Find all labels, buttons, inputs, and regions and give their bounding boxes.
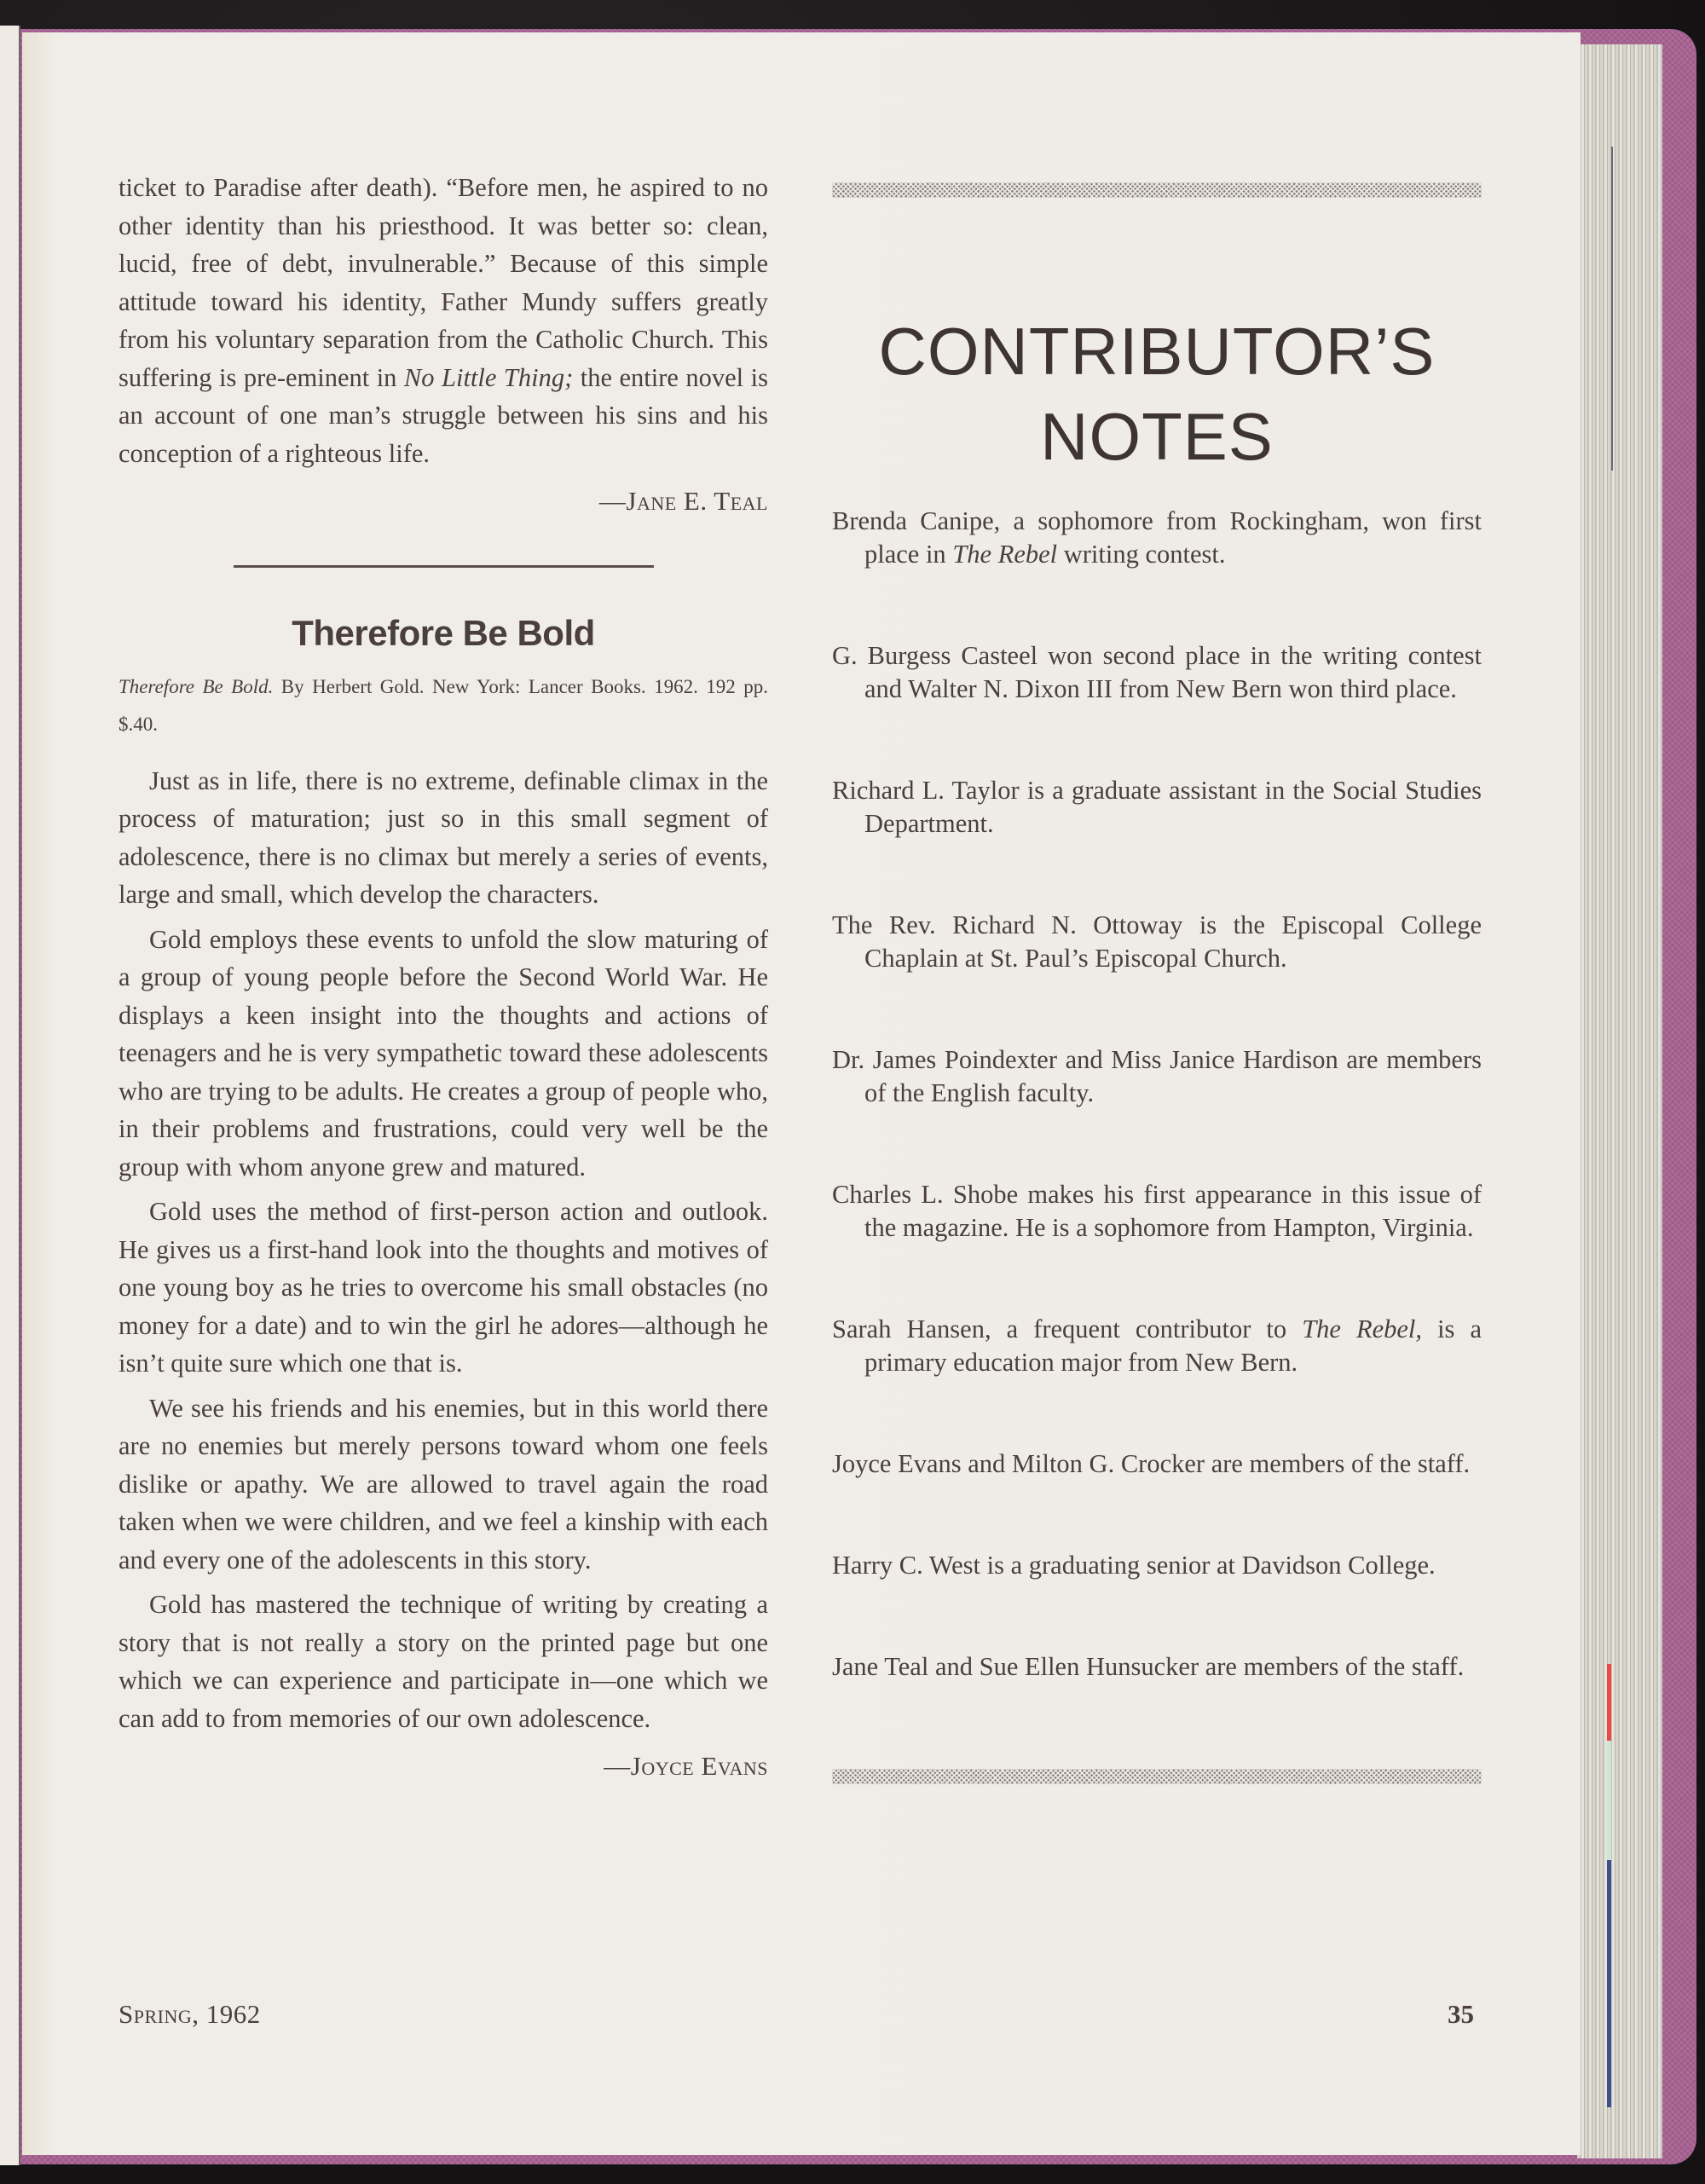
review-paragraph: Just as in life, there is no extreme, definable climax in the process of maturation; just so in this small segment of adolescence, there is no climax but merely a series of events, large and small, which develop the characters.	[118, 766, 768, 909]
contributor-note: Brenda Canipe, a sophomore from Rockingham, won first place in The Rebel writing contest.	[832, 506, 1482, 569]
section-divider	[234, 565, 654, 568]
contributor-note: Richard L. Taylor is a graduate assistant in the Social Studies Department.	[832, 776, 1482, 838]
review-paragraph: Gold has mastered the technique of writing by creating a story that is not really a story on the printed page but one which we can experience and participate in—one which we can add to from memories of our own adolescence.	[118, 1590, 768, 1733]
issue-footer: Spring, 1962	[118, 1999, 261, 2029]
review-body	[118, 762, 768, 1738]
page-edge-blue	[1607, 1860, 1611, 2107]
review-paragraph: Gold uses the method of first-person action and outlook. He gives us a first-hand look into the thoughts and motives of one young boy as he tries to overcome his small obstacles (no money for a date) and to win the girl he adores—although he isn’t quite sure which one that is.	[118, 1197, 768, 1378]
left-column	[118, 169, 768, 1786]
section-title: CONTRIBUTOR’S NOTES	[878, 314, 1436, 474]
contributor-note: G. Burgess Casteel won second place in the writing contest and Walter N. Dixon III from New Bern won third place.	[832, 641, 1482, 703]
hatched-rule-bottom	[832, 1769, 1482, 1784]
book-citation: Therefore Be Bold. By Herbert Gold. New York: Lancer Books. 1962. 192 pp. $.40.	[118, 675, 768, 735]
continued-review-paragraph: ticket to Paradise after death). “Before men, he aspired to no other identity than his priesthood. It was better so: clean, lucid, free of debt, invulnerable.” Because of this simple attitude toward his identity, Father Mundy suffers greatly from his voluntary separation from the Catholic Church. This suffering is pre-eminent in No Little Thing; the entire novel is an account of one man’s struggle between his sins and his conception of a righteous life.	[118, 173, 768, 468]
contributor-note: Joyce Evans and Milton G. Crocker are members of the staff.	[832, 1449, 1471, 1478]
previous-page-sliver	[0, 26, 20, 2165]
hatched-rule-top	[832, 182, 1482, 198]
review-signature: —Joyce Evans	[604, 1751, 768, 1781]
book-title-italic: No Little Thing;	[403, 362, 574, 392]
page-stack-edges	[1577, 44, 1662, 2158]
contributor-note: Sarah Hansen, a frequent contributor to The Rebel, is a primary education major from New Bern.	[832, 1314, 1482, 1377]
review-paragraph: Gold employs these events to unfold the slow maturing of a group of young people before the Second World War. He displays a keen insight into the thoughts and actions of teenagers and he is very sympathetic toward these adolescents who are trying to be adults. He creates a group of people who, in their problems and frustrations, could very well be the group with whom anyone grew and matured.	[118, 924, 768, 1182]
contributor-note: Jane Teal and Sue Ellen Hunsucker are members of the staff.	[832, 1652, 1465, 1681]
review-signature: —Jane E. Teal	[598, 486, 768, 516]
page-edge-red-tab	[1607, 1664, 1611, 1741]
page-edge-dark-line	[1611, 147, 1613, 471]
contributor-notes-list	[832, 505, 1482, 1684]
contributor-note: Harry C. West is a graduating senior at Davidson College.	[832, 1551, 1436, 1580]
review-paragraph: We see his friends and his enemies, but in this world there are no enemies but merely persons toward whom one feels dislike or apathy. We are allowed to travel again the road taken when we were children, and we feel a kinship with each and every one of the adolescents in this story.	[118, 1393, 768, 1574]
review-title: Therefore Be Bold	[292, 612, 595, 653]
right-column	[832, 182, 1482, 1784]
contributor-note: The Rev. Richard N. Ottoway is the Episcopal College Chaplain at St. Paul’s Episcopal Church.	[832, 910, 1482, 973]
contributor-note: Charles L. Shobe makes his first appearance in this issue of the magazine. He is a sophomore from Hampton, Virginia.	[832, 1180, 1482, 1242]
page-edge-green	[1607, 1741, 1611, 1860]
page-number: 35	[1448, 1999, 1474, 2029]
contributor-note: Dr. James Poindexter and Miss Janice Hardison are members of the English faculty.	[832, 1045, 1482, 1107]
